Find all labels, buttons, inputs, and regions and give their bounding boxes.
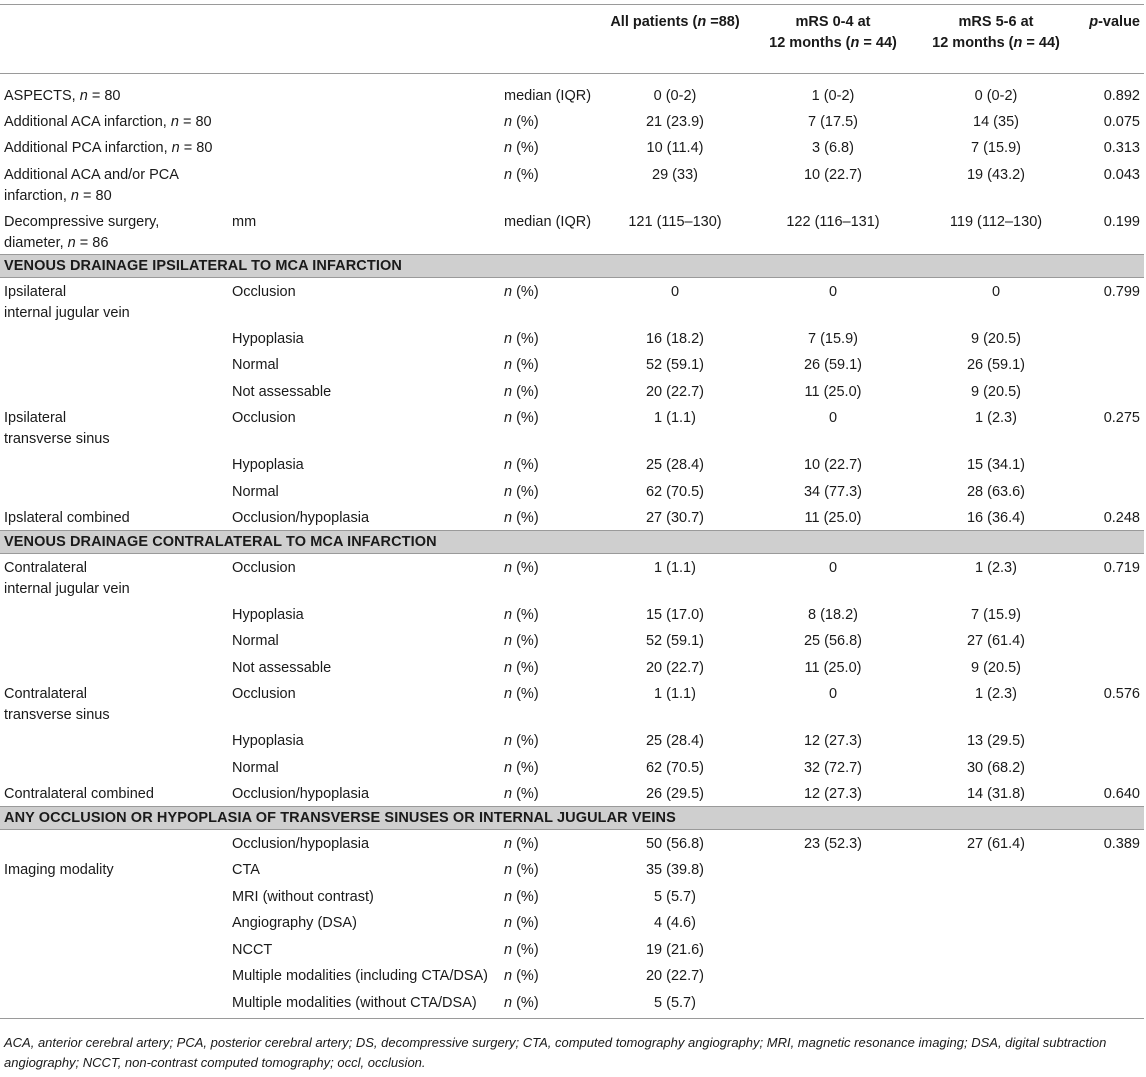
cell-p-value: 0.275 <box>1103 410 1140 426</box>
row-stat: n (%) <box>504 786 539 802</box>
row-sublabel: Multiple modalities (including CTA/DSA) <box>232 968 488 984</box>
cell-mrs-5-6: 14 (31.8) <box>966 786 1026 802</box>
row-sublabel: CTA <box>232 862 260 878</box>
row-sublabel: Occlusion <box>232 560 296 576</box>
cell-mrs-5-6: 9 (20.5) <box>971 330 1021 347</box>
cell-mrs-5-6: 119 (112–130) <box>949 213 1043 230</box>
cell-mrs-5-6: 19 (43.2) <box>966 166 1026 183</box>
row-sublabel: NCCT <box>232 941 273 958</box>
header-all-patients: All patients (n =88) <box>596 5 754 74</box>
table-row <box>0 554 1144 601</box>
row-sublabel: Hypoplasia <box>232 457 304 473</box>
row-stat: n (%) <box>504 140 539 156</box>
cell-mrs-0-4: 0 <box>828 284 838 300</box>
cell-p-value: 0.043 <box>1103 166 1140 183</box>
cell-mrs-5-6 <box>912 856 1080 883</box>
cell-mrs-0-4: 3 (6.8) <box>812 140 854 156</box>
cell-mrs-0-4 <box>754 883 912 910</box>
row-stat: n (%) <box>504 659 539 676</box>
cell-all: 20 (22.7) <box>645 659 705 676</box>
row-group-label: Contralateral internal jugular vein <box>4 560 130 597</box>
row-group-label <box>0 909 228 936</box>
table-row <box>0 883 1144 910</box>
cell-mrs-5-6: 9 (20.5) <box>971 659 1021 676</box>
cell-mrs-5-6 <box>912 962 1080 989</box>
table-row <box>0 830 1144 857</box>
row-unit <box>228 161 500 208</box>
cell-mrs-5-6 <box>912 936 1080 963</box>
row-group-label <box>0 378 228 405</box>
row-group-label <box>0 989 228 1019</box>
row-stat: n (%) <box>504 357 539 373</box>
cell-mrs-5-6: 14 (35) <box>973 113 1019 130</box>
row-sublabel: Hypoplasia <box>232 606 304 623</box>
row-group-label <box>0 627 228 654</box>
row-sublabel: Occlusion/hypoplasia <box>232 836 370 852</box>
header-empty-3 <box>500 5 596 74</box>
row-stat: n (%) <box>504 457 539 473</box>
cell-mrs-0-4: 26 (59.1) <box>803 357 863 373</box>
row-sublabel: Occlusion <box>232 284 296 300</box>
row-group-label <box>0 830 228 857</box>
row-sublabel: Normal <box>232 759 279 776</box>
cell-all: 19 (21.6) <box>645 941 705 958</box>
cell-mrs-0-4: 10 (22.7) <box>803 166 863 183</box>
cell-mrs-5-6: 9 (20.5) <box>971 383 1021 400</box>
row-sublabel: Multiple modalities (without CTA/DSA) <box>228 989 500 1019</box>
row-sublabel: Normal <box>232 357 279 373</box>
cell-mrs-5-6: 15 (34.1) <box>966 457 1026 473</box>
cell-mrs-0-4: 25 (56.8) <box>803 633 863 649</box>
cell-mrs-0-4: 11 (25.0) <box>804 383 862 400</box>
header-mrs-0-4: mRS 0-4 at 12 months (n = 44) <box>754 5 912 74</box>
cell-mrs-0-4: 0 <box>828 410 838 426</box>
cell-p-value <box>1080 754 1144 781</box>
cell-p-value <box>1080 378 1144 405</box>
header-p-value: p-value <box>1080 5 1144 74</box>
cell-mrs-5-6 <box>912 909 1080 936</box>
cell-mrs-5-6: 27 (61.4) <box>966 836 1026 852</box>
cell-mrs-0-4: 7 (15.9) <box>808 330 858 347</box>
section-header-contralateral <box>0 531 1144 554</box>
cell-all: 52 (59.1) <box>645 633 705 649</box>
cell-mrs-5-6: 16 (36.4) <box>966 510 1026 526</box>
cell-all: 25 (28.4) <box>645 733 705 749</box>
table-row <box>0 909 1144 936</box>
cell-p-value: 0.075 <box>1103 113 1140 130</box>
cell-all: 0 (0-2) <box>653 88 697 104</box>
section-title: VENOUS DRAINAGE IPSILATERAL TO MCA INFARCTION <box>0 255 1144 278</box>
row-sublabel: Occlusion <box>232 686 296 702</box>
cell-mrs-0-4: 1 (0-2) <box>811 88 855 104</box>
table-row <box>0 278 1144 325</box>
row-unit: mm <box>232 213 257 230</box>
row-stat: n (%) <box>504 284 539 300</box>
row-group-label <box>0 654 228 681</box>
table-row <box>0 451 1144 478</box>
row-group-label <box>0 883 228 910</box>
section-header-any-occlusion <box>0 807 1144 830</box>
table-row <box>0 962 1144 989</box>
table-row <box>0 74 1144 108</box>
cell-all: 16 (18.2) <box>645 330 705 347</box>
cell-p-value <box>1080 351 1144 378</box>
cell-p-value <box>1080 727 1144 754</box>
cell-mrs-0-4: 122 (116–131) <box>786 213 880 230</box>
table-row <box>0 601 1144 628</box>
row-group-label: Ipsilateral transverse sinus <box>4 410 110 447</box>
row-label: Additional PCA infarction, n = 80 <box>4 140 213 156</box>
row-stat: n (%) <box>504 633 539 649</box>
row-stat: n (%) <box>504 483 539 500</box>
cell-mrs-0-4: 0 <box>828 560 838 576</box>
cell-mrs-0-4 <box>754 962 912 989</box>
row-label: Additional ACA and/or PCA infarction, n = 80 <box>4 166 179 204</box>
cell-mrs-0-4 <box>754 856 912 883</box>
row-stat: n (%) <box>504 862 539 878</box>
cell-all: 21 (23.9) <box>645 113 705 130</box>
cell-mrs-5-6: 30 (68.2) <box>966 759 1026 776</box>
results-table <box>0 4 1144 1019</box>
row-group-label <box>0 451 228 478</box>
cell-mrs-0-4: 23 (52.3) <box>803 836 863 852</box>
row-unit <box>228 74 500 108</box>
table-header-row <box>0 5 1144 74</box>
row-stat: n (%) <box>504 166 539 183</box>
row-unit <box>228 108 500 135</box>
row-group-label <box>0 478 228 505</box>
cell-p-value: 0.313 <box>1103 140 1140 156</box>
row-group-label <box>0 754 228 781</box>
table-row <box>0 936 1144 963</box>
cell-p-value <box>1080 601 1144 628</box>
cell-mrs-0-4: 11 (25.0) <box>804 510 862 526</box>
cell-all: 1 (1.1) <box>654 560 696 576</box>
table-row <box>0 504 1144 531</box>
row-stat: n (%) <box>504 836 539 852</box>
cell-mrs-5-6: 28 (63.6) <box>966 483 1026 500</box>
row-stat: n (%) <box>500 989 596 1019</box>
cell-mrs-5-6: 1 (2.3) <box>975 410 1017 426</box>
cell-mrs-5-6 <box>912 883 1080 910</box>
row-sublabel: MRI (without contrast) <box>232 888 374 905</box>
row-stat: n (%) <box>504 383 539 400</box>
header-empty-1 <box>0 5 228 74</box>
row-group-label <box>0 351 228 378</box>
row-stat: n (%) <box>504 915 539 931</box>
cell-mrs-0-4: 10 (22.7) <box>803 457 863 473</box>
row-stat: n (%) <box>504 330 539 347</box>
table-row <box>0 478 1144 505</box>
cell-all: 35 (39.8) <box>645 862 705 878</box>
table-row <box>0 654 1144 681</box>
cell-mrs-5-6 <box>912 989 1080 1019</box>
row-unit <box>228 134 500 161</box>
cell-mrs-0-4 <box>754 936 912 963</box>
row-sublabel: Not assessable <box>232 659 332 676</box>
header-empty-2 <box>228 5 500 74</box>
cell-all: 15 (17.0) <box>645 606 705 623</box>
row-stat: n (%) <box>504 410 539 426</box>
table-footnote: ACA, anterior cerebral artery; PCA, posterior cerebral artery; DS, decompressive surgery; CTA, computed tomography angiography; MRI, magnetic resonance imaging; DSA, digital subtraction angiography; NCCT, non-contrast computed tomography; occl, occlusion. <box>4 1035 1107 1070</box>
cell-all: 50 (56.8) <box>645 836 705 852</box>
table-row <box>0 108 1144 135</box>
row-stat: n (%) <box>504 759 539 776</box>
cell-p-value: 0.799 <box>1103 284 1140 300</box>
cell-all: 25 (28.4) <box>645 457 705 473</box>
row-group-label <box>0 936 228 963</box>
section-title: ANY OCCLUSION OR HYPOPLASIA OF TRANSVERSE SINUSES OR INTERNAL JUGULAR VEINS <box>0 807 1144 830</box>
row-group-label: Ipsilateral internal jugular vein <box>4 284 130 321</box>
cell-mrs-0-4: 8 (18.2) <box>808 606 858 623</box>
row-group-label: Contralateral combined <box>4 786 154 802</box>
cell-mrs-0-4 <box>754 909 912 936</box>
cell-all: 27 (30.7) <box>645 510 705 526</box>
row-stat: n (%) <box>504 510 539 526</box>
section-header-ipsilateral <box>0 255 1144 278</box>
cell-p-value <box>1080 451 1144 478</box>
row-stat: n (%) <box>504 606 539 623</box>
cell-mrs-5-6: 27 (61.4) <box>966 633 1026 649</box>
row-group-label <box>0 601 228 628</box>
cell-mrs-5-6: 13 (29.5) <box>966 733 1026 749</box>
row-stat: median (IQR) <box>504 213 592 230</box>
cell-p-value: 0.892 <box>1103 88 1140 104</box>
cell-p-value <box>1080 909 1144 936</box>
cell-all: 62 (70.5) <box>645 759 705 776</box>
row-label: Decompressive surgery, diameter, n = 86 <box>4 213 160 251</box>
cell-mrs-5-6: 0 (0-2) <box>974 88 1018 104</box>
cell-p-value <box>1080 478 1144 505</box>
cell-p-value: 0.389 <box>1103 836 1140 852</box>
cell-all: 10 (11.4) <box>646 140 704 156</box>
cell-mrs-0-4: 34 (77.3) <box>803 483 863 500</box>
cell-mrs-0-4: 7 (17.5) <box>808 113 858 130</box>
row-stat: n (%) <box>504 560 539 576</box>
row-stat: n (%) <box>504 888 539 905</box>
row-group-label <box>0 727 228 754</box>
table-row <box>0 161 1144 208</box>
table-row <box>0 378 1144 405</box>
cell-mrs-0-4: 0 <box>828 686 838 702</box>
cell-all: 0 <box>670 284 680 300</box>
cell-p-value <box>1080 936 1144 963</box>
cell-mrs-5-6: 0 <box>991 284 1001 300</box>
cell-all: 121 (115–130) <box>628 213 722 230</box>
table-row <box>0 134 1144 161</box>
row-group-label <box>0 325 228 352</box>
cell-mrs-0-4: 12 (27.3) <box>803 786 863 802</box>
cell-all: 20 (22.7) <box>645 383 705 400</box>
cell-p-value <box>1080 989 1144 1019</box>
row-sublabel: Occlusion/hypoplasia <box>232 786 370 802</box>
table-row <box>0 627 1144 654</box>
cell-mrs-5-6: 7 (15.9) <box>971 606 1021 623</box>
cell-p-value <box>1080 627 1144 654</box>
row-label: ASPECTS, n = 80 <box>4 88 121 104</box>
row-stat: n (%) <box>504 686 539 702</box>
cell-all: 1 (1.1) <box>654 410 696 426</box>
cell-mrs-0-4: 12 (27.3) <box>803 733 863 749</box>
row-group-label: Contralateral transverse sinus <box>4 686 110 723</box>
cell-mrs-0-4: 11 (25.0) <box>804 659 862 676</box>
cell-all: 20 (22.7) <box>645 968 705 984</box>
row-group-label <box>0 962 228 989</box>
row-sublabel: Normal <box>232 483 279 500</box>
table-row <box>0 680 1144 727</box>
row-sublabel: Angiography (DSA) <box>232 915 357 931</box>
cell-p-value <box>1080 325 1144 352</box>
cell-all: 5 (5.7) <box>596 989 754 1019</box>
cell-p-value <box>1080 883 1144 910</box>
table-row <box>0 351 1144 378</box>
table-row <box>0 727 1144 754</box>
cell-all: 29 (33) <box>652 166 698 183</box>
row-sublabel: Occlusion <box>232 410 296 426</box>
cell-p-value: 0.719 <box>1103 560 1140 576</box>
row-stat: n (%) <box>504 968 539 984</box>
table-body <box>0 74 1144 1019</box>
row-sublabel: Hypoplasia <box>232 330 304 347</box>
cell-all: 4 (4.6) <box>654 915 696 931</box>
table-row <box>0 856 1144 883</box>
row-stat: n (%) <box>504 733 539 749</box>
row-sublabel: Normal <box>232 633 279 649</box>
cell-mrs-0-4: 32 (72.7) <box>803 759 863 776</box>
cell-mrs-5-6: 1 (2.3) <box>975 560 1017 576</box>
row-stat: n (%) <box>504 941 539 958</box>
cell-p-value <box>1080 962 1144 989</box>
row-stat: n (%) <box>504 113 539 130</box>
table-row <box>0 780 1144 807</box>
table-row <box>0 325 1144 352</box>
row-stat: median (IQR) <box>504 88 592 104</box>
cell-mrs-5-6: 1 (2.3) <box>975 686 1017 702</box>
cell-mrs-0-4 <box>754 989 912 1019</box>
row-sublabel: Occlusion/hypoplasia <box>232 510 370 526</box>
cell-all: 5 (5.7) <box>654 888 696 905</box>
row-group-label: Ipslateral combined <box>4 510 130 526</box>
cell-all: 26 (29.5) <box>645 786 705 802</box>
row-group-label: Imaging modality <box>4 862 114 878</box>
row-sublabel: Not assessable <box>232 383 332 400</box>
cell-p-value: 0.640 <box>1103 786 1140 802</box>
row-label: Additional ACA infarction, n = 80 <box>4 113 212 130</box>
cell-p-value: 0.248 <box>1103 510 1140 526</box>
table-row <box>0 208 1144 255</box>
table-row <box>0 989 1144 1019</box>
cell-all: 62 (70.5) <box>645 483 705 500</box>
section-title: VENOUS DRAINAGE CONTRALATERAL TO MCA INFARCTION <box>0 531 1144 554</box>
cell-p-value: 0.199 <box>1103 213 1140 230</box>
cell-p-value: 0.576 <box>1103 686 1140 702</box>
table-row <box>0 754 1144 781</box>
cell-all: 1 (1.1) <box>654 686 696 702</box>
cell-mrs-5-6: 26 (59.1) <box>966 357 1026 373</box>
cell-p-value <box>1080 654 1144 681</box>
cell-mrs-5-6: 7 (15.9) <box>971 140 1021 156</box>
row-sublabel: Hypoplasia <box>232 733 304 749</box>
cell-all: 52 (59.1) <box>645 357 705 373</box>
table-row <box>0 404 1144 451</box>
header-mrs-5-6: mRS 5-6 at 12 months (n = 44) <box>912 5 1080 74</box>
cell-p-value <box>1080 856 1144 883</box>
